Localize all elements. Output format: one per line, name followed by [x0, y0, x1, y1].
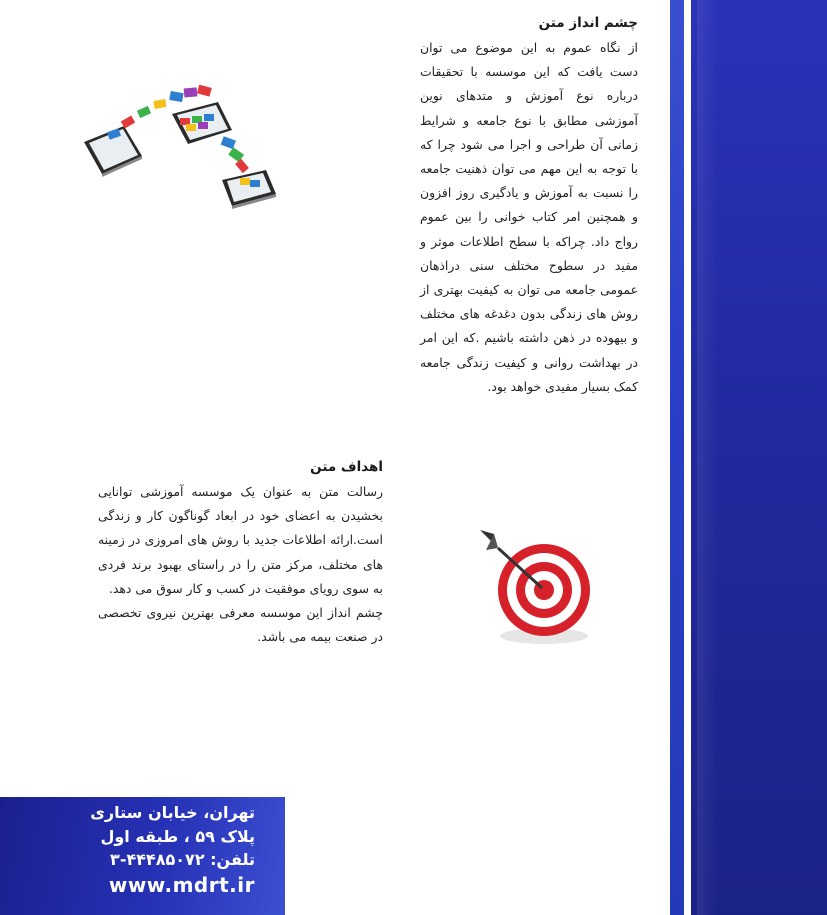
- goals-title: اهداف متن: [310, 459, 383, 475]
- vision-body: از نگاه عموم به این موضوع می توان دست یافت که این موسسه با تحقیقات درباره نوع آموزش و متدهای نوین آموزشی مطابق با نوع جامعه و شرایط زمانی آن طراحی و اجرا می شود چرا که با توجه به این مهم می توان ذهنیت جامعه را نسبت به آموزش و یادگیری روز افزون و همچنین امر کتاب خوانی را بین عموم رواج داد. چراکه با سطح اطلاعات موثر و مفید در سطوح مختلف سنی دراذهان عمومی جامعه می توان به کیفیت بهتری از روش های زندگی بدون دغدغه های مختلف و بیهوده در ذهن داشته باشیم .که این امر در بهداشت روانی و کیفیت زندگی جامعه کمک بسیار مفیدی خواهد بود.: [420, 40, 638, 394]
- goals-body: رسالت متن به عنوان یک موسسه آموزشی توانایی بخشیدن به اعضای خود در ابعاد گوناگون کار و زندگی است.ارائه اطلاعات جدید با روش های امروزی در زمینه های مختلف، مرکز متن را در راستای بهبود برند فردی به سوی رویای موفقیت در کسب و کار سوق می دهد.: [98, 484, 383, 596]
- website-link[interactable]: www.mdrt.ir: [108, 873, 255, 897]
- stripe-gap: [684, 0, 691, 915]
- vision-title: چشم انداز متن: [538, 15, 638, 31]
- address-line-2: پلاک ۵۹ ، طبقه اول: [100, 827, 255, 846]
- goals-body-second: چشم انداز این موسسه معرفی بهترین نیروی تخصصی در صنعت بیمه می باشد.: [98, 605, 383, 645]
- tablet-right-icon: [222, 170, 276, 209]
- dart-target-illustration: [472, 520, 602, 650]
- books-tablets-illustration: [80, 82, 280, 214]
- blue-stripe-thin: [670, 0, 684, 915]
- address-line-1: تهران، خیابان ستاری: [90, 803, 255, 822]
- phone-number: تلفن: ۴۴۴۸۵۰۷۲-۳: [110, 850, 255, 869]
- blue-stripe-wide: [691, 0, 827, 915]
- vision-section: [420, 12, 638, 399]
- goals-section: [98, 456, 383, 649]
- target-icon: [498, 544, 590, 636]
- contact-box: [0, 797, 285, 915]
- books-icon: [107, 85, 260, 187]
